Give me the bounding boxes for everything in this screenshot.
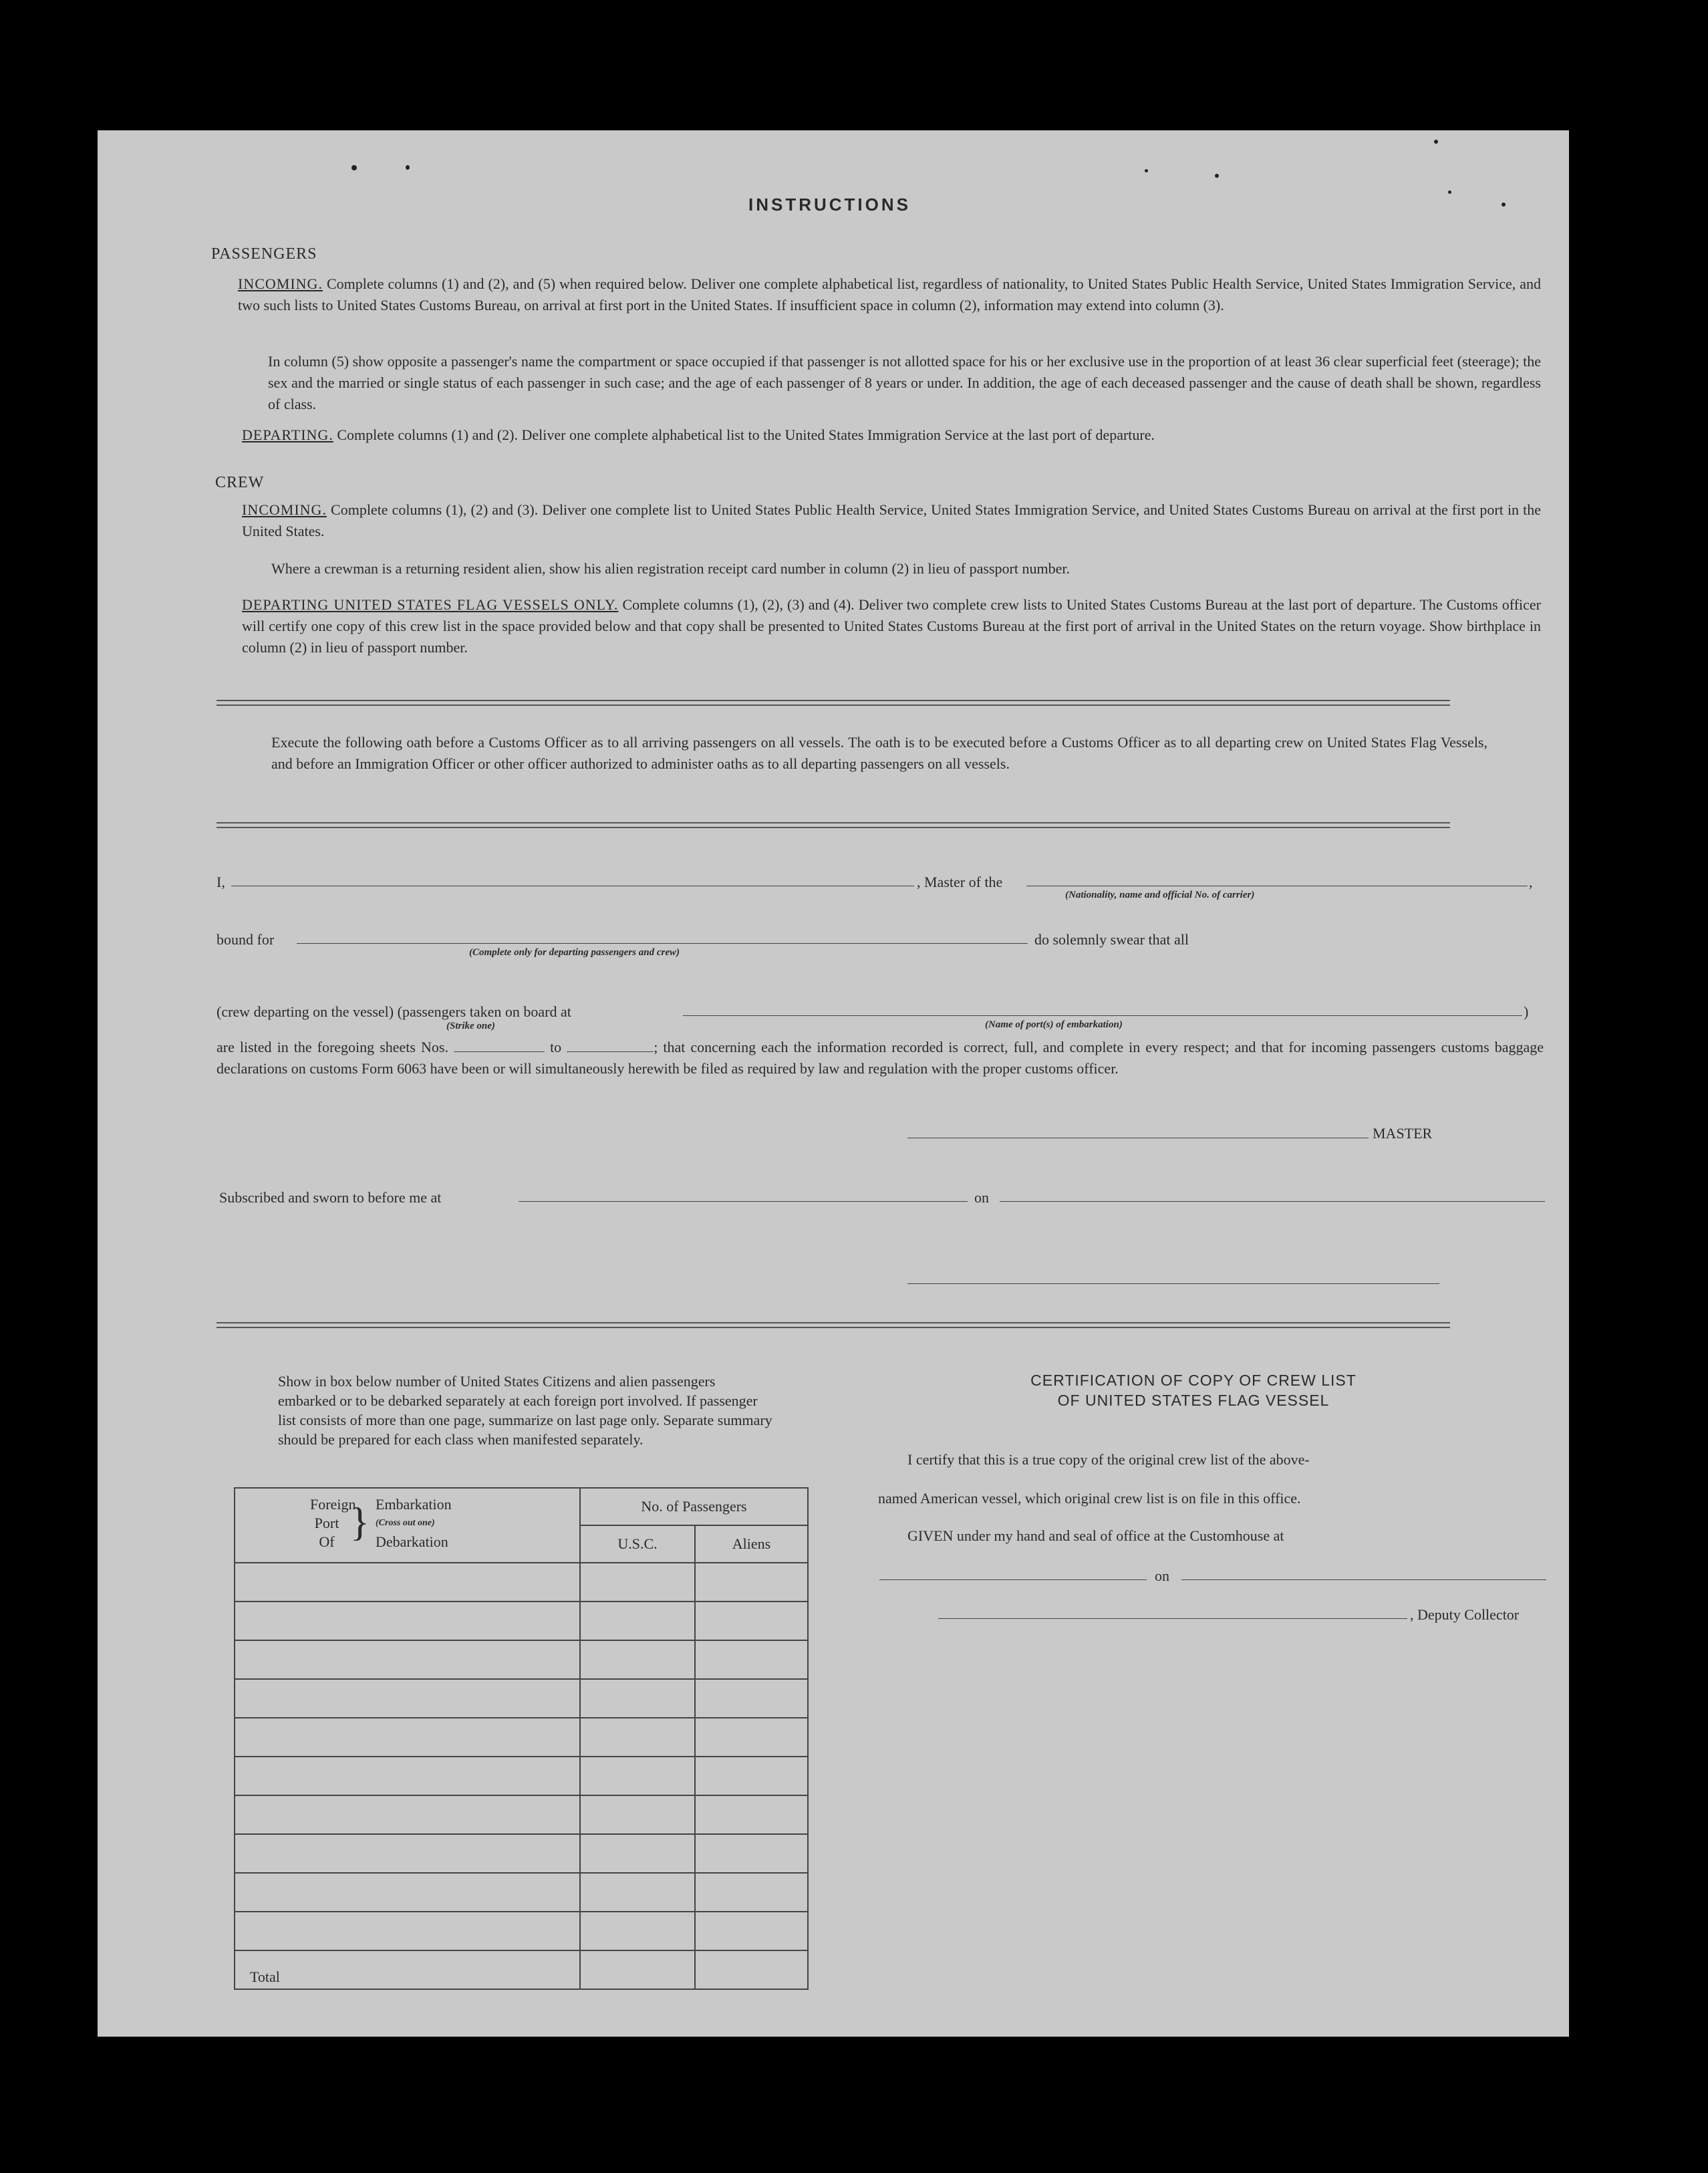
certify-line3: GIVEN under my hand and seal of office at the Customhouse at bbox=[907, 1527, 1284, 1544]
usc-cell[interactable] bbox=[580, 1834, 695, 1873]
ports-hint: (Name of port(s) of embarkation) bbox=[985, 1019, 1123, 1030]
master-of-label: , Master of the bbox=[917, 874, 1003, 890]
port-label: Port bbox=[314, 1515, 339, 1531]
passengers-incoming-paragraph bbox=[238, 273, 1541, 316]
aliens-cell[interactable] bbox=[695, 1834, 808, 1873]
port-cell[interactable] bbox=[235, 1873, 580, 1912]
crew-heading: CREW bbox=[215, 474, 265, 491]
of-label: Of bbox=[319, 1533, 335, 1550]
scan-speck bbox=[1145, 169, 1148, 172]
port-cell[interactable] bbox=[235, 1795, 580, 1834]
scan-speck bbox=[1434, 140, 1438, 144]
listed-prefix: are listed in the foregoing sheets Nos. bbox=[217, 1039, 448, 1055]
officer-signature-field[interactable] bbox=[907, 1283, 1439, 1284]
port-cell[interactable] bbox=[235, 1640, 580, 1679]
brace-icon: } bbox=[350, 1500, 370, 1544]
aliens-cell[interactable] bbox=[695, 1640, 808, 1679]
strike-one-hint: (Strike one) bbox=[446, 1021, 495, 1031]
master-label: MASTER bbox=[1373, 1125, 1433, 1142]
bound-for-hint: (Complete only for departing passengers and crew) bbox=[469, 947, 680, 958]
crew-departing-text: Complete columns (1), (2), (3) and (4). Deliver two complete crew lists to United States Customs Bureau at the last port of departure. The Customs officer will certify one copy of this crew list in the space provided below and that copy shall be presented to United States Customs Bureau at the first port of arrival in the United States on the return voyage. Show birthplace in column (2) in lieu of passport number. bbox=[242, 596, 1541, 656]
usc-cell[interactable] bbox=[580, 1757, 695, 1795]
oath-listed-paragraph bbox=[217, 1037, 1544, 1079]
passenger-summary-table bbox=[234, 1487, 809, 1990]
crew-passengers-label: (crew departing on the vessel) (passengers taken on board at bbox=[217, 1003, 571, 1020]
oath-instruction: Execute the following oath before a Customs Officer as to all arriving passengers on all vessels. The oath is to be executed before a Customs Officer as to all departing crew on United States Flag Vessels, and before an Immigration Officer or other officer authorized to administer oaths as to all departing passengers on all vessels. bbox=[271, 734, 1487, 772]
port-cell[interactable] bbox=[235, 1757, 580, 1795]
port-header-cell bbox=[235, 1488, 580, 1563]
usc-cell[interactable] bbox=[580, 1640, 695, 1679]
crew-incoming-text: Complete columns (1), (2) and (3). Deliver one complete list to United States Public Health Service, United States Immigration Service, and United States Customs Bureau on arrival at the first port in the United States. bbox=[242, 501, 1542, 539]
swear-label: do solemnly swear that all bbox=[1034, 931, 1189, 948]
subscribed-label: Subscribed and sworn to before me at bbox=[219, 1189, 442, 1206]
aliens-cell[interactable] bbox=[695, 1602, 808, 1640]
form-page: INSTRUCTIONS PASSENGERS INCOMING. Complete columns (1) and (2), and (5) when required below. Deliver one complete alphabetical list, regardless of nationality, to United States Public Health Service, United States Immigration Service, and two such lists to United States Customs Bureau, on arrival at first port in the United States. If insufficient space in column (2), information may extend into column (3). In column (5) show opposite a passenger's name the compartment or space occupied if that passenger is not allotted space for his or her exclusive use in the proportion of at least 36 clear superficial feet (steerage); the sex and the married or single status of each passenger in such case; and the age of each passenger of 8 years or under. In addition, the age of each deceased passenger and the cause of death shall be shown, regardless of class. DEPARTING. Complete columns (1) and (2). Deliver one complete alphabetical list to the United States Immigration Service at the last port of departure. CREW INCOMING. Complete columns (1), (2) and (3). Deliver one complete list to United States Public Health Service, United States Immigration Service, and United States Customs Bureau on arrival at the first port in the United States. Where a crewman is a returning resident alien, show his alien registration receipt card number in column (2) in lieu of passport number. DEPARTING UNITED STATES FLAG VESSELS ONLY. Complete columns (1), (2), (3) and (4). Deliver two complete crew lists to United States Customs Bureau at the last port of departure. The Customs officer will certify one copy of this crew list in the space provided below and that copy shall be presented to United States Customs Bureau at the first port of arrival in the United States on the return voyage. Show birthplace in column (2) in lieu of passport number. Execute the following oath before a Customs Officer as to all arriving passengers on all vessels. The oath is to be executed before a Customs Officer as to all departing crew on United States Flag Vessels, and before an Immigration Officer or other officer authorized to administer oaths as to all departing passengers on all vessels. I, , Master of the , (Nationality, name and official No. of carrier) bound for do solemnly swear that all (Complete only for departing passengers and crew) (crew departing on the vessel) (passengers taken on board at ) (Strike one) (Name of port(s) of embarkation) are listed in the foregoing sheets Nos. to ; that concerning each the information recorded is correct, full, and complete in every respect; and that for incoming passengers customs baggage declarations on customs Form 6063 have been or will simultaneously herewith be filed as required by law and regulation with the proper customs officer. MASTER Subscribed and sworn to before me at on Show in box below number of United States Citizens and alien passengers embarked or to be debarked separately at each foreign port involved. If passenger list consists of more than one page, summarize on last page only. Separate summary should be prepared for each class when manifested separately. Foreign Port Of } Embarkation (Cross out one) Debarkation No. of Passengers U.S.C. Aliens Total CERTIFICATION OF COPY OF CREW LIST OF UNITED STATES FLAG VESSEL I certify that this is a true copy of the original crew list of the above- named American vessel, which original crew list is on file in this office. GIVEN under my hand and seal of office at the Customhouse at on , Deputy Collector bbox=[98, 130, 1569, 2037]
passengers-heading: PASSENGERS bbox=[211, 245, 317, 263]
certify-on-label: on bbox=[1155, 1567, 1169, 1584]
scan-speck bbox=[406, 165, 410, 170]
scan-speck bbox=[1448, 190, 1451, 194]
section-divider bbox=[217, 1322, 1450, 1328]
passengers-incoming-label: INCOMING. bbox=[238, 275, 323, 292]
sworn-place-field[interactable] bbox=[519, 1201, 968, 1202]
usc-cell[interactable] bbox=[580, 1873, 695, 1912]
aliens-cell[interactable] bbox=[695, 1718, 808, 1757]
scan-speck bbox=[351, 165, 357, 170]
usc-cell[interactable] bbox=[580, 1912, 695, 1950]
passengers-incoming-text: Complete columns (1) and (2), and (5) when required below. Deliver one complete alphabetical list, regardless of nationality, to United States Public Health Service, United States Immigration Service, and two such lists to United States Customs Bureau, on arrival at first port in the United States. If insufficient space in column (2), information may extend into column (3). bbox=[238, 275, 1541, 313]
aliens-cell[interactable] bbox=[695, 1795, 808, 1834]
total-aliens-cell[interactable] bbox=[695, 1950, 808, 1989]
port-cell[interactable] bbox=[235, 1602, 580, 1640]
port-cell[interactable] bbox=[235, 1912, 580, 1950]
usc-cell[interactable] bbox=[580, 1795, 695, 1834]
total-usc-cell[interactable] bbox=[580, 1950, 695, 1989]
nationality-hint: (Nationality, name and official No. of carrier) bbox=[1065, 890, 1255, 900]
port-cell[interactable] bbox=[235, 1679, 580, 1718]
port-cell[interactable] bbox=[235, 1718, 580, 1757]
page-title: INSTRUCTIONS bbox=[748, 195, 911, 215]
crew-departing-label: DEPARTING UNITED STATES FLAG VESSELS ONLY. bbox=[242, 596, 619, 613]
port-cell[interactable] bbox=[235, 1834, 580, 1873]
aliens-cell[interactable] bbox=[695, 1873, 808, 1912]
sheet-from-field[interactable] bbox=[454, 1051, 545, 1052]
crew-resident-paragraph: Where a crewman is a returning resident alien, show his alien registration receipt card number in column (2) in lieu of passport number. bbox=[271, 560, 1070, 577]
usc-cell[interactable] bbox=[580, 1602, 695, 1640]
sworn-date-field[interactable] bbox=[1000, 1201, 1545, 1202]
embarkation-label: Embarkation bbox=[376, 1496, 452, 1513]
passengers-departing-paragraph bbox=[242, 424, 1541, 446]
passengers-departing-label: DEPARTING. bbox=[242, 426, 333, 443]
total-label-cell: Total bbox=[235, 1950, 580, 1989]
usc-header-cell: U.S.C. bbox=[580, 1525, 695, 1563]
deputy-collector-label: , Deputy Collector bbox=[1410, 1606, 1520, 1623]
usc-cell[interactable] bbox=[580, 1718, 695, 1757]
aliens-header-cell: Aliens bbox=[695, 1525, 808, 1563]
port-cell[interactable] bbox=[235, 1563, 580, 1602]
column5-paragraph: In column (5) show opposite a passenger's name the compartment or space occupied if that passenger is not allotted space for his or her exclusive use in the proportion of at least 36 clear superficial feet (steerage); the sex and the married or single status of each passenger in such case; and the age of each passenger of 8 years or under. In addition, the age of each deceased passenger and the cause of death shall be shown, regardless of class. bbox=[268, 353, 1541, 412]
crew-incoming-label: INCOMING. bbox=[242, 501, 327, 518]
aliens-cell[interactable] bbox=[695, 1912, 808, 1950]
certification-heading-line2: OF UNITED STATES FLAG VESSEL bbox=[1057, 1392, 1330, 1409]
certification-heading bbox=[953, 1370, 1434, 1410]
sworn-on-label: on bbox=[974, 1189, 989, 1206]
scan-speck bbox=[1215, 174, 1219, 178]
certify-date-field[interactable] bbox=[1181, 1579, 1546, 1580]
aliens-cell[interactable] bbox=[695, 1563, 808, 1602]
passengers-departing-text: Complete columns (1) and (2). Deliver one complete alphabetical list to the United States Immigration Service at the last port of departure. bbox=[337, 426, 1155, 443]
sheet-to-field[interactable] bbox=[567, 1051, 654, 1052]
certification-heading-line1: CERTIFICATION OF COPY OF CREW LIST bbox=[1030, 1372, 1357, 1389]
crew-departing-paragraph bbox=[242, 594, 1541, 658]
scan-speck bbox=[1502, 203, 1506, 207]
usc-cell[interactable] bbox=[580, 1563, 695, 1602]
close-paren: ) bbox=[1524, 1003, 1529, 1020]
listed-text: ; that concerning each the information recorded is correct, full, and complete in every respect; and that for incoming passengers customs baggage declarations on customs Form 6063 have been or will simultaneously herewith be filed as required by law and regulation with the proper customs officer. bbox=[217, 1039, 1544, 1077]
aliens-cell[interactable] bbox=[695, 1679, 808, 1718]
usc-cell[interactable] bbox=[580, 1679, 695, 1718]
bound-for-label: bound for bbox=[217, 931, 275, 948]
to-label: to bbox=[550, 1039, 562, 1055]
bound-for-field[interactable] bbox=[297, 943, 1028, 944]
passengers-header-cell: No. of Passengers bbox=[580, 1488, 808, 1525]
oath-i-label: I, bbox=[217, 874, 225, 890]
certify-line2: named American vessel, which original crew list is on file in this office. bbox=[878, 1490, 1301, 1507]
section-divider bbox=[217, 822, 1450, 828]
foreign-label: Foreign bbox=[310, 1496, 356, 1513]
deputy-signature-field[interactable] bbox=[938, 1618, 1407, 1619]
customhouse-field[interactable] bbox=[879, 1579, 1147, 1580]
debarkation-label: Debarkation bbox=[376, 1533, 448, 1550]
embarkation-ports-field[interactable] bbox=[683, 1015, 1522, 1016]
summary-instruction: Show in box below number of United States Citizens and alien passengers embarked or to be debarked separately at each foreign port involved. If passenger list consists of more than one page, summarize on last page only. Separate summary should be prepared for each class when manifested separately. bbox=[278, 1373, 772, 1448]
section-divider bbox=[217, 700, 1450, 706]
aliens-cell[interactable] bbox=[695, 1757, 808, 1795]
certify-line1: I certify that this is a true copy of the original crew list of the above- bbox=[907, 1451, 1310, 1468]
cross-out-hint: (Cross out one) bbox=[376, 1518, 435, 1528]
crew-incoming-paragraph bbox=[242, 499, 1541, 542]
